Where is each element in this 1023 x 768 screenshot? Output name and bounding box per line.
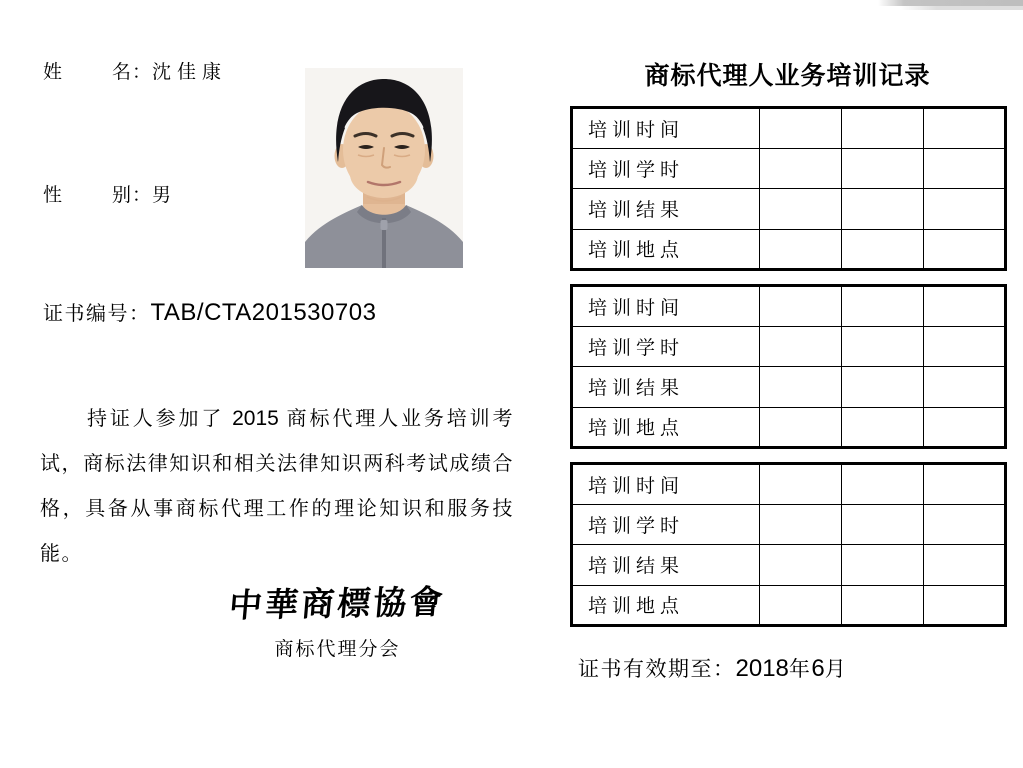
table-row <box>572 148 1006 189</box>
empty-cell <box>924 148 1006 189</box>
empty-cell <box>760 286 842 327</box>
empty-cell <box>924 108 1006 149</box>
empty-cell <box>924 407 1006 448</box>
name-label-first: 姓 <box>43 62 64 83</box>
empty-cell <box>924 367 1006 408</box>
empty-cell <box>760 326 842 367</box>
table-row <box>572 189 1006 230</box>
empty-cell <box>760 148 842 189</box>
empty-cell <box>760 585 842 626</box>
gender-label-first: 性 <box>43 185 64 206</box>
certificate-number-field <box>43 297 376 327</box>
validity-month: 6 <box>811 655 825 682</box>
empty-cell <box>924 464 1006 505</box>
empty-cell <box>760 545 842 586</box>
training-record-table-3 <box>570 462 1007 627</box>
certificate-number-label: 证书编号： <box>43 303 151 325</box>
gender-field <box>43 180 177 207</box>
empty-cell <box>760 407 842 448</box>
empty-cell <box>842 189 924 230</box>
row-label: 培训学时 <box>572 326 760 367</box>
training-record-title: 商标代理人业务培训记录 <box>644 63 931 90</box>
certification-statement <box>40 396 514 577</box>
empty-cell <box>760 504 842 545</box>
row-label: 培训学时 <box>572 148 760 189</box>
issuer-signature-block <box>225 578 450 661</box>
empty-cell <box>842 407 924 448</box>
empty-cell <box>842 504 924 545</box>
table-row <box>572 286 1006 327</box>
empty-cell <box>842 367 924 408</box>
empty-cell <box>842 585 924 626</box>
row-label: 培训时间 <box>572 286 760 327</box>
name-colon: ： <box>132 62 153 83</box>
empty-cell <box>842 108 924 149</box>
table-row <box>572 504 1006 545</box>
table-row <box>572 108 1006 149</box>
empty-cell <box>842 229 924 270</box>
validity-label: 证书有效期至： <box>578 657 736 681</box>
empty-cell <box>842 326 924 367</box>
training-record-table-2 <box>570 284 1007 449</box>
validity-year: 2018 <box>735 655 789 682</box>
table-row <box>572 545 1006 586</box>
empty-cell <box>842 286 924 327</box>
row-label: 培训结果 <box>572 189 760 230</box>
row-label: 培训时间 <box>572 464 760 505</box>
issuer-branch-name: 商标代理分会 <box>274 639 401 660</box>
issuer-calligraphy-seal: 中華商標協會 <box>227 582 448 625</box>
row-label: 培训地点 <box>572 585 760 626</box>
empty-cell <box>760 189 842 230</box>
validity-year-unit: 年 <box>788 657 812 681</box>
empty-cell <box>924 504 1006 545</box>
statement-year: 2015 <box>232 407 279 430</box>
gender-colon: ： <box>132 185 153 206</box>
row-label: 培训时间 <box>572 108 760 149</box>
gender-label-second: 别 <box>112 185 133 206</box>
gender-value: 男 <box>152 185 178 206</box>
empty-cell <box>924 326 1006 367</box>
empty-cell <box>924 229 1006 270</box>
training-record-table-1 <box>570 106 1007 271</box>
table-row <box>572 407 1006 448</box>
name-field <box>43 57 227 84</box>
row-label: 培训学时 <box>572 504 760 545</box>
statement-text-lead: 持证人参加了 <box>87 408 233 430</box>
empty-cell <box>924 189 1006 230</box>
certificate-number-value: TAB/CTA201530703 <box>150 299 377 326</box>
empty-cell <box>842 148 924 189</box>
empty-cell <box>760 229 842 270</box>
row-label: 培训结果 <box>572 545 760 586</box>
row-label: 培训地点 <box>572 407 760 448</box>
statement-text-body: 商标代理人业务培训考试，商标法律知识和相关法律知识两科考试成绩合格，具备从事商标代理工作的理论知识和服务技能。 <box>40 408 515 565</box>
empty-cell <box>924 286 1006 327</box>
empty-cell <box>842 545 924 586</box>
validity-month-unit: 月 <box>824 657 848 681</box>
scan-edge-artifact-fade <box>900 6 1023 10</box>
table-row <box>572 367 1006 408</box>
empty-cell <box>924 545 1006 586</box>
table-row <box>572 229 1006 270</box>
portrait-photo <box>305 68 463 268</box>
empty-cell <box>760 367 842 408</box>
table-row <box>572 585 1006 626</box>
table-row <box>572 326 1006 367</box>
validity-field <box>578 653 847 683</box>
row-label: 培训结果 <box>572 367 760 408</box>
name-label-second: 名 <box>112 62 133 83</box>
row-label: 培训地点 <box>572 229 760 270</box>
empty-cell <box>924 585 1006 626</box>
portrait-photo-illustration <box>305 68 463 268</box>
empty-cell <box>760 464 842 505</box>
table-row <box>572 464 1006 505</box>
empty-cell <box>760 108 842 149</box>
empty-cell <box>842 464 924 505</box>
name-value: 沈佳康 <box>152 62 228 83</box>
